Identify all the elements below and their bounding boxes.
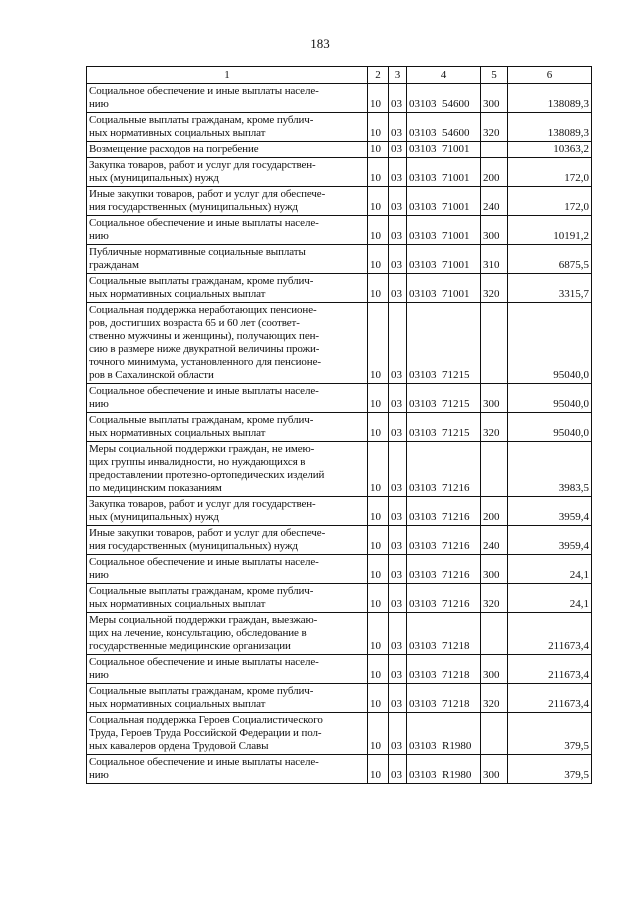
row-section: 10 [368, 497, 389, 526]
row-amount: 379,5 [508, 755, 592, 784]
row-expense-type: 200 [481, 497, 508, 526]
page-number: 183 [310, 36, 330, 51]
table-row [87, 684, 592, 713]
row-section: 10 [368, 303, 389, 384]
row-target-code: 03103 71218 [407, 684, 481, 713]
row-expense-type: 320 [481, 413, 508, 442]
row-section: 10 [368, 142, 389, 158]
row-expense-type: 300 [481, 384, 508, 413]
row-expense-type: 300 [481, 755, 508, 784]
row-amount: 3959,4 [508, 526, 592, 555]
table-row [87, 584, 592, 613]
row-subsection: 03 [389, 497, 407, 526]
row-target-code: 03103 71216 [407, 555, 481, 584]
row-section: 10 [368, 187, 389, 216]
row-amount: 138089,3 [508, 84, 592, 113]
table-row [87, 555, 592, 584]
row-subsection: 03 [389, 187, 407, 216]
row-name: Социальное обеспечение и иные выплаты населе- нию [87, 216, 368, 245]
table-row [87, 84, 592, 113]
row-section: 10 [368, 158, 389, 187]
row-amount: 172,0 [508, 158, 592, 187]
row-subsection: 03 [389, 84, 407, 113]
row-amount: 3959,4 [508, 497, 592, 526]
row-target-code: 03103 71001 [407, 274, 481, 303]
row-amount: 6875,5 [508, 245, 592, 274]
table-row [87, 142, 592, 158]
row-subsection: 03 [389, 158, 407, 187]
row-expense-type: 320 [481, 113, 508, 142]
row-subsection: 03 [389, 413, 407, 442]
row-amount: 172,0 [508, 187, 592, 216]
row-target-code: 03103 54600 [407, 113, 481, 142]
table-row [87, 442, 592, 497]
row-amount: 3315,7 [508, 274, 592, 303]
row-name: Социальная поддержка неработающих пенсионе- ров, достигших возраста 65 и 60 лет (соответ- ственно мужчины и женщины), получающих пен- сию в размере ниже двукратной величины прожи- точного минимума, установленного для пенсионе- ров в Сахалинской области [87, 303, 368, 384]
row-expense-type [481, 442, 508, 497]
header-col-3: 3 [389, 67, 407, 84]
row-name: Социальные выплаты гражданам, кроме публич- ных нормативных социальных выплат [87, 113, 368, 142]
row-section: 10 [368, 555, 389, 584]
row-expense-type: 300 [481, 84, 508, 113]
row-name: Меры социальной поддержки граждан, не имею- щих группы инвалидности, но нуждающихся в предоставлении протезно-ортопедических изделий по медицинским показаниям [87, 442, 368, 497]
row-target-code: 03103 71215 [407, 384, 481, 413]
row-amount: 10363,2 [508, 142, 592, 158]
row-target-code: 03103 71216 [407, 526, 481, 555]
row-name: Социальная поддержка Героев Социалистического Труда, Героев Труда Российской Федерации и пол- ных кавалеров ордена Трудовой Славы [87, 713, 368, 755]
row-amount: 95040,0 [508, 303, 592, 384]
row-section: 10 [368, 713, 389, 755]
row-expense-type: 300 [481, 216, 508, 245]
row-name: Публичные нормативные социальные выплаты гражданам [87, 245, 368, 274]
row-subsection: 03 [389, 384, 407, 413]
row-name: Социальные выплаты гражданам, кроме публич- ных нормативных социальных выплат [87, 413, 368, 442]
row-expense-type: 320 [481, 684, 508, 713]
row-amount: 3983,5 [508, 442, 592, 497]
row-name: Закупка товаров, работ и услуг для государствен- ных (муниципальных) нужд [87, 158, 368, 187]
row-section: 10 [368, 684, 389, 713]
row-name: Социальные выплаты гражданам, кроме публич- ных нормативных социальных выплат [87, 684, 368, 713]
header-col-4: 4 [407, 67, 481, 84]
row-section: 10 [368, 384, 389, 413]
row-amount: 211673,4 [508, 655, 592, 684]
row-expense-type: 240 [481, 187, 508, 216]
row-expense-type: 320 [481, 584, 508, 613]
table-row [87, 655, 592, 684]
row-amount: 24,1 [508, 555, 592, 584]
row-target-code: 03103 71218 [407, 655, 481, 684]
row-subsection: 03 [389, 555, 407, 584]
table-row [87, 497, 592, 526]
table-row [87, 216, 592, 245]
row-subsection: 03 [389, 303, 407, 384]
row-target-code: 03103 54600 [407, 84, 481, 113]
row-name: Социальное обеспечение и иные выплаты населе- нию [87, 84, 368, 113]
row-subsection: 03 [389, 113, 407, 142]
row-subsection: 03 [389, 584, 407, 613]
row-target-code: 03103 71216 [407, 442, 481, 497]
row-name: Закупка товаров, работ и услуг для государствен- ных (муниципальных) нужд [87, 497, 368, 526]
row-section: 10 [368, 245, 389, 274]
header-col-2: 2 [368, 67, 389, 84]
row-expense-type [481, 303, 508, 384]
row-name: Меры социальной поддержки граждан, выезжаю- щих на лечение, консультацию, обследование в государственные медицинские организации [87, 613, 368, 655]
table-row [87, 245, 592, 274]
row-target-code: 03103 71216 [407, 497, 481, 526]
row-name: Иные закупки товаров, работ и услуг для обеспече- ния государственных (муниципальных) нужд [87, 526, 368, 555]
row-amount: 211673,4 [508, 684, 592, 713]
row-expense-type: 300 [481, 555, 508, 584]
row-target-code: 03103 71001 [407, 187, 481, 216]
table-row [87, 755, 592, 784]
row-section: 10 [368, 655, 389, 684]
row-amount: 211673,4 [508, 613, 592, 655]
row-expense-type: 300 [481, 655, 508, 684]
row-subsection: 03 [389, 755, 407, 784]
row-subsection: 03 [389, 655, 407, 684]
row-subsection: 03 [389, 142, 407, 158]
row-amount: 138089,3 [508, 113, 592, 142]
row-subsection: 03 [389, 684, 407, 713]
row-expense-type [481, 142, 508, 158]
table-row [87, 384, 592, 413]
row-subsection: 03 [389, 216, 407, 245]
header-col-1: 1 [87, 67, 368, 84]
row-expense-type [481, 713, 508, 755]
table-row [87, 274, 592, 303]
header-col-6: 6 [508, 67, 592, 84]
table-row [87, 526, 592, 555]
row-subsection: 03 [389, 526, 407, 555]
row-name: Социальное обеспечение и иные выплаты населе- нию [87, 384, 368, 413]
header-col-5: 5 [481, 67, 508, 84]
row-section: 10 [368, 755, 389, 784]
row-section: 10 [368, 584, 389, 613]
row-section: 10 [368, 113, 389, 142]
row-target-code: 03103 R1980 [407, 755, 481, 784]
row-amount: 379,5 [508, 713, 592, 755]
row-amount: 95040,0 [508, 384, 592, 413]
row-name: Возмещение расходов на погребение [87, 142, 368, 158]
row-subsection: 03 [389, 613, 407, 655]
row-section: 10 [368, 442, 389, 497]
table-row [87, 713, 592, 755]
row-name: Иные закупки товаров, работ и услуг для обеспече- ния государственных (муниципальных) нужд [87, 187, 368, 216]
row-name: Социальные выплаты гражданам, кроме публич- ных нормативных социальных выплат [87, 584, 368, 613]
table-row [87, 613, 592, 655]
row-name: Социальные выплаты гражданам, кроме публич- ных нормативных социальных выплат [87, 274, 368, 303]
row-subsection: 03 [389, 274, 407, 303]
table-header-row [87, 67, 592, 84]
table-row [87, 113, 592, 142]
row-section: 10 [368, 613, 389, 655]
row-target-code: 03103 71001 [407, 245, 481, 274]
row-section: 10 [368, 413, 389, 442]
row-amount: 24,1 [508, 584, 592, 613]
row-expense-type [481, 613, 508, 655]
row-amount: 10191,2 [508, 216, 592, 245]
row-subsection: 03 [389, 442, 407, 497]
row-expense-type: 310 [481, 245, 508, 274]
row-section: 10 [368, 274, 389, 303]
row-expense-type: 320 [481, 274, 508, 303]
row-subsection: 03 [389, 245, 407, 274]
row-target-code: 03103 71001 [407, 158, 481, 187]
row-target-code: 03103 71001 [407, 216, 481, 245]
row-target-code: 03103 71218 [407, 613, 481, 655]
row-section: 10 [368, 84, 389, 113]
row-name: Социальное обеспечение и иные выплаты населе- нию [87, 555, 368, 584]
row-target-code: 03103 71001 [407, 142, 481, 158]
table-row [87, 413, 592, 442]
row-expense-type: 240 [481, 526, 508, 555]
row-target-code: 03103 R1980 [407, 713, 481, 755]
row-subsection: 03 [389, 713, 407, 755]
row-amount: 95040,0 [508, 413, 592, 442]
row-name: Социальное обеспечение и иные выплаты населе- нию [87, 755, 368, 784]
table-row [87, 158, 592, 187]
row-target-code: 03103 71215 [407, 303, 481, 384]
row-target-code: 03103 71215 [407, 413, 481, 442]
row-expense-type: 200 [481, 158, 508, 187]
table-row [87, 187, 592, 216]
row-section: 10 [368, 526, 389, 555]
budget-table [86, 66, 592, 784]
row-target-code: 03103 71216 [407, 584, 481, 613]
table-row [87, 303, 592, 384]
row-name: Социальное обеспечение и иные выплаты населе- нию [87, 655, 368, 684]
row-section: 10 [368, 216, 389, 245]
